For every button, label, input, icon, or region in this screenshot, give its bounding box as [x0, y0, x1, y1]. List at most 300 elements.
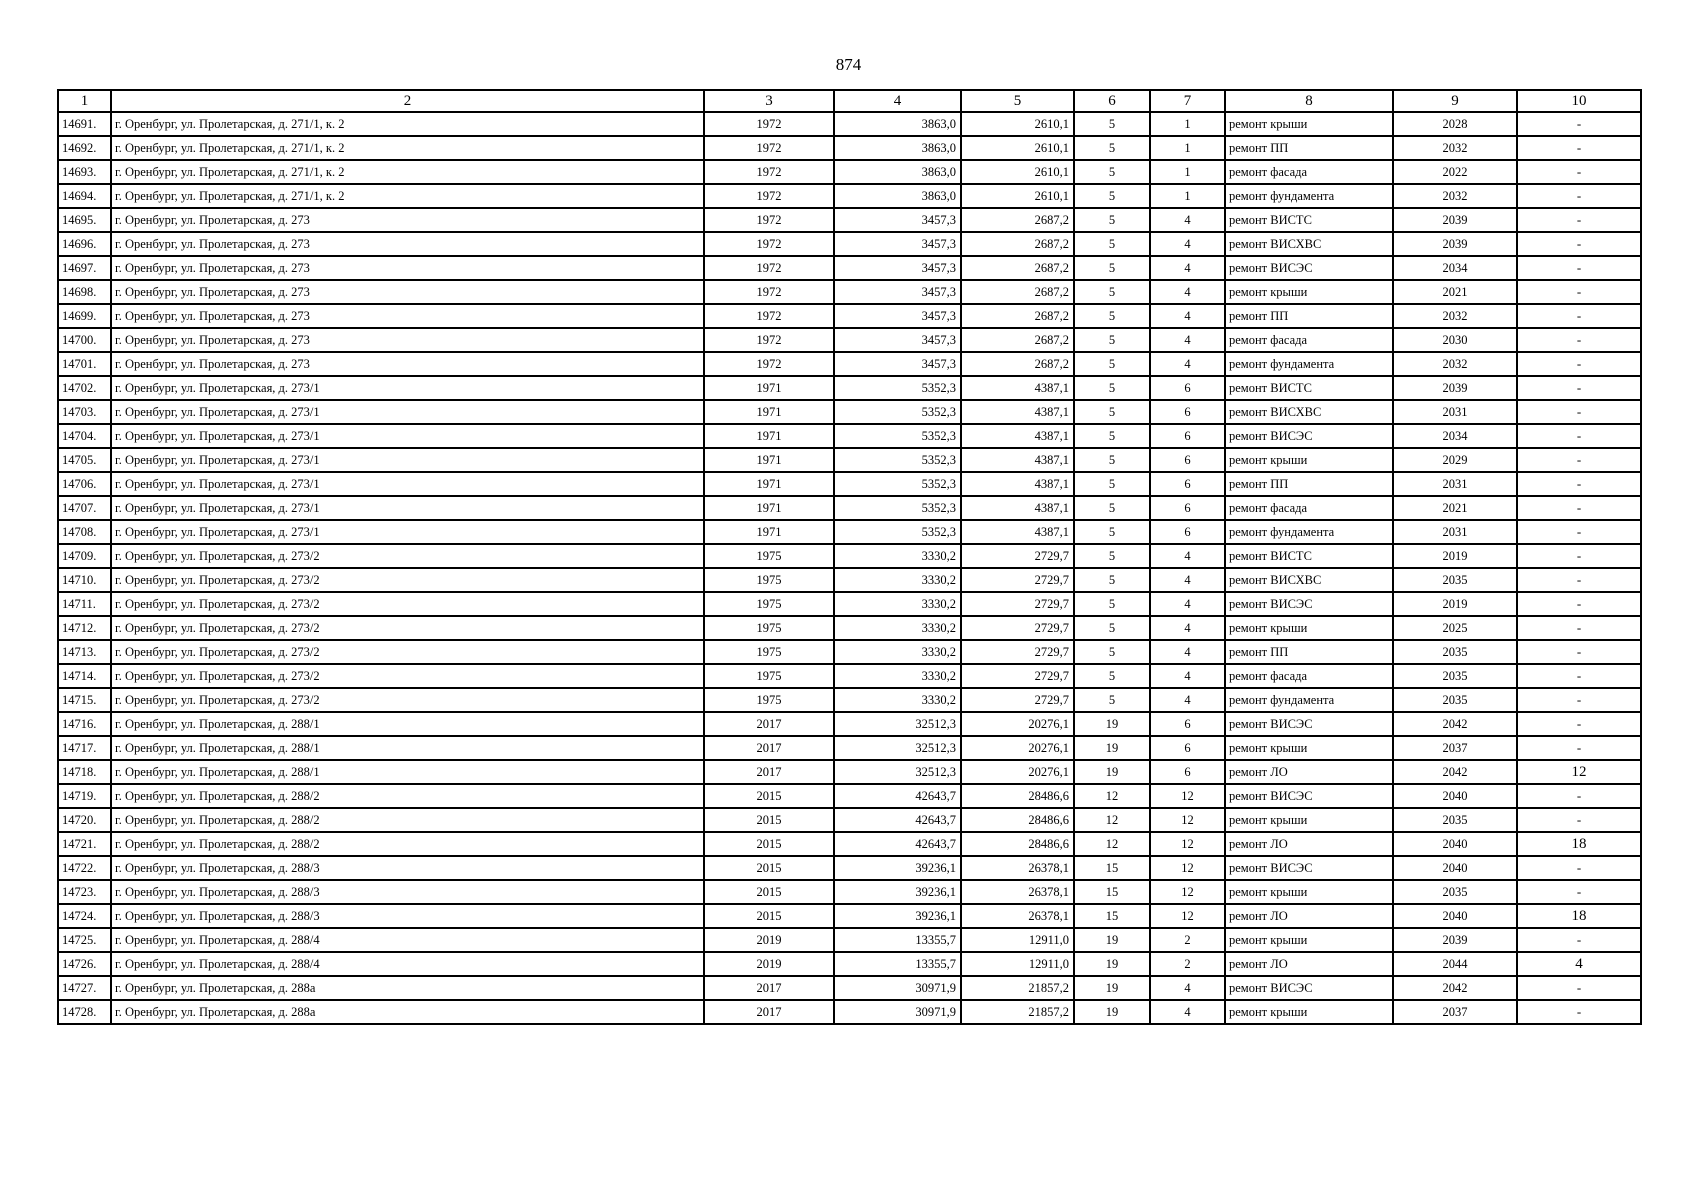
cell-work-type: ремонт ВИСЭС — [1225, 592, 1393, 616]
table-row — [58, 400, 1641, 424]
cell-entrances: 4 — [1150, 568, 1225, 592]
cell-living-area: 12911,0 — [961, 928, 1074, 952]
cell-floors: 12 — [1074, 808, 1150, 832]
column-header-2: 2 — [111, 90, 704, 112]
cell-row-number: 14719. — [58, 784, 111, 808]
cell-total-area: 42643,7 — [834, 784, 961, 808]
cell-entrances: 4 — [1150, 664, 1225, 688]
cell-living-area: 2729,7 — [961, 544, 1074, 568]
cell-living-area: 2687,2 — [961, 232, 1074, 256]
cell-living-area: 20276,1 — [961, 712, 1074, 736]
cell-quantity: - — [1517, 976, 1641, 1000]
cell-floors: 5 — [1074, 616, 1150, 640]
cell-work-type: ремонт ЛО — [1225, 904, 1393, 928]
cell-living-area: 2729,7 — [961, 616, 1074, 640]
cell-quantity: - — [1517, 928, 1641, 952]
cell-row-number: 14695. — [58, 208, 111, 232]
table-row — [58, 616, 1641, 640]
cell-year-built: 2015 — [704, 856, 834, 880]
cell-quantity: 4 — [1517, 952, 1641, 976]
cell-year-built: 1975 — [704, 568, 834, 592]
cell-entrances: 4 — [1150, 592, 1225, 616]
cell-address: г. Оренбург, ул. Пролетарская, д. 288а — [111, 976, 704, 1000]
cell-address: г. Оренбург, ул. Пролетарская, д. 288/2 — [111, 832, 704, 856]
cell-row-number: 14712. — [58, 616, 111, 640]
cell-year-built: 1972 — [704, 112, 834, 136]
cell-living-area: 4387,1 — [961, 520, 1074, 544]
cell-quantity: - — [1517, 136, 1641, 160]
cell-planned-year: 2039 — [1393, 376, 1517, 400]
table-row — [58, 472, 1641, 496]
cell-floors: 5 — [1074, 208, 1150, 232]
table-row — [58, 568, 1641, 592]
cell-planned-year: 2021 — [1393, 280, 1517, 304]
column-header-10: 10 — [1517, 90, 1641, 112]
cell-year-built: 1971 — [704, 424, 834, 448]
table-row — [58, 352, 1641, 376]
cell-address: г. Оренбург, ул. Пролетарская, д. 273 — [111, 208, 704, 232]
cell-entrances: 4 — [1150, 640, 1225, 664]
cell-planned-year: 2044 — [1393, 952, 1517, 976]
cell-quantity: - — [1517, 688, 1641, 712]
table-row — [58, 736, 1641, 760]
cell-entrances: 12 — [1150, 904, 1225, 928]
cell-address: г. Оренбург, ул. Пролетарская, д. 273/1 — [111, 400, 704, 424]
cell-total-area: 3330,2 — [834, 688, 961, 712]
cell-address: г. Оренбург, ул. Пролетарская, д. 288/3 — [111, 856, 704, 880]
cell-work-type: ремонт крыши — [1225, 736, 1393, 760]
cell-year-built: 2015 — [704, 904, 834, 928]
table-row — [58, 784, 1641, 808]
cell-planned-year: 2037 — [1393, 736, 1517, 760]
cell-address: г. Оренбург, ул. Пролетарская, д. 273 — [111, 352, 704, 376]
cell-total-area: 3330,2 — [834, 568, 961, 592]
cell-row-number: 14727. — [58, 976, 111, 1000]
cell-floors: 5 — [1074, 328, 1150, 352]
cell-quantity: - — [1517, 736, 1641, 760]
cell-floors: 19 — [1074, 976, 1150, 1000]
cell-floors: 19 — [1074, 736, 1150, 760]
cell-entrances: 6 — [1150, 472, 1225, 496]
cell-living-area: 2729,7 — [961, 664, 1074, 688]
table-row — [58, 640, 1641, 664]
cell-row-number: 14718. — [58, 760, 111, 784]
cell-row-number: 14700. — [58, 328, 111, 352]
cell-year-built: 1971 — [704, 472, 834, 496]
cell-entrances: 1 — [1150, 112, 1225, 136]
cell-quantity: - — [1517, 664, 1641, 688]
table-row — [58, 496, 1641, 520]
cell-entrances: 12 — [1150, 856, 1225, 880]
cell-row-number: 14697. — [58, 256, 111, 280]
cell-floors: 5 — [1074, 136, 1150, 160]
cell-year-built: 1975 — [704, 640, 834, 664]
cell-quantity: - — [1517, 280, 1641, 304]
cell-year-built: 2019 — [704, 952, 834, 976]
cell-floors: 12 — [1074, 784, 1150, 808]
cell-address: г. Оренбург, ул. Пролетарская, д. 271/1, к. 2 — [111, 136, 704, 160]
column-header-5: 5 — [961, 90, 1074, 112]
cell-quantity: - — [1517, 304, 1641, 328]
table-row — [58, 832, 1641, 856]
cell-address: г. Оренбург, ул. Пролетарская, д. 288/2 — [111, 808, 704, 832]
cell-row-number: 14692. — [58, 136, 111, 160]
cell-year-built: 1975 — [704, 616, 834, 640]
cell-living-area: 4387,1 — [961, 376, 1074, 400]
cell-entrances: 4 — [1150, 208, 1225, 232]
cell-planned-year: 2019 — [1393, 544, 1517, 568]
cell-entrances: 12 — [1150, 784, 1225, 808]
table-row — [58, 328, 1641, 352]
cell-address: г. Оренбург, ул. Пролетарская, д. 288/1 — [111, 736, 704, 760]
cell-planned-year: 2031 — [1393, 400, 1517, 424]
cell-planned-year: 2034 — [1393, 256, 1517, 280]
cell-total-area: 3330,2 — [834, 616, 961, 640]
cell-address: г. Оренбург, ул. Пролетарская, д. 288а — [111, 1000, 704, 1024]
cell-address: г. Оренбург, ул. Пролетарская, д. 288/1 — [111, 760, 704, 784]
cell-quantity: - — [1517, 880, 1641, 904]
cell-work-type: ремонт крыши — [1225, 280, 1393, 304]
cell-floors: 15 — [1074, 856, 1150, 880]
cell-address: г. Оренбург, ул. Пролетарская, д. 288/3 — [111, 880, 704, 904]
cell-entrances: 4 — [1150, 688, 1225, 712]
cell-living-area: 2687,2 — [961, 352, 1074, 376]
table-row — [58, 232, 1641, 256]
cell-planned-year: 2039 — [1393, 232, 1517, 256]
cell-year-built: 2017 — [704, 712, 834, 736]
cell-planned-year: 2035 — [1393, 808, 1517, 832]
cell-row-number: 14724. — [58, 904, 111, 928]
cell-year-built: 1975 — [704, 544, 834, 568]
cell-planned-year: 2032 — [1393, 184, 1517, 208]
cell-row-number: 14703. — [58, 400, 111, 424]
cell-quantity: - — [1517, 112, 1641, 136]
cell-living-area: 21857,2 — [961, 1000, 1074, 1024]
cell-row-number: 14713. — [58, 640, 111, 664]
cell-row-number: 14705. — [58, 448, 111, 472]
cell-row-number: 14717. — [58, 736, 111, 760]
cell-floors: 5 — [1074, 376, 1150, 400]
cell-row-number: 14709. — [58, 544, 111, 568]
cell-total-area: 13355,7 — [834, 952, 961, 976]
cell-floors: 5 — [1074, 112, 1150, 136]
cell-address: г. Оренбург, ул. Пролетарская, д. 273 — [111, 256, 704, 280]
cell-total-area: 5352,3 — [834, 376, 961, 400]
cell-planned-year: 2035 — [1393, 664, 1517, 688]
cell-total-area: 32512,3 — [834, 760, 961, 784]
cell-address: г. Оренбург, ул. Пролетарская, д. 273/2 — [111, 616, 704, 640]
cell-total-area: 3457,3 — [834, 208, 961, 232]
cell-quantity: 18 — [1517, 904, 1641, 928]
cell-work-type: ремонт ПП — [1225, 304, 1393, 328]
cell-entrances: 4 — [1150, 280, 1225, 304]
cell-year-built: 1975 — [704, 592, 834, 616]
cell-living-area: 21857,2 — [961, 976, 1074, 1000]
cell-row-number: 14720. — [58, 808, 111, 832]
table-row — [58, 904, 1641, 928]
cell-row-number: 14710. — [58, 568, 111, 592]
cell-floors: 5 — [1074, 688, 1150, 712]
cell-planned-year: 2035 — [1393, 568, 1517, 592]
cell-entrances: 6 — [1150, 496, 1225, 520]
table-row — [58, 112, 1641, 136]
cell-address: г. Оренбург, ул. Пролетарская, д. 273/2 — [111, 664, 704, 688]
cell-quantity: - — [1517, 448, 1641, 472]
cell-living-area: 20276,1 — [961, 760, 1074, 784]
registry-table — [57, 89, 1642, 1025]
cell-total-area: 39236,1 — [834, 880, 961, 904]
cell-entrances: 1 — [1150, 160, 1225, 184]
cell-row-number: 14698. — [58, 280, 111, 304]
cell-entrances: 4 — [1150, 1000, 1225, 1024]
cell-address: г. Оренбург, ул. Пролетарская, д. 273/1 — [111, 496, 704, 520]
cell-work-type: ремонт ВИСЭС — [1225, 784, 1393, 808]
column-header-1: 1 — [58, 90, 111, 112]
cell-living-area: 26378,1 — [961, 904, 1074, 928]
cell-row-number: 14701. — [58, 352, 111, 376]
cell-floors: 5 — [1074, 184, 1150, 208]
cell-total-area: 39236,1 — [834, 904, 961, 928]
cell-entrances: 1 — [1150, 136, 1225, 160]
table-row — [58, 424, 1641, 448]
cell-year-built: 1972 — [704, 160, 834, 184]
column-header-3: 3 — [704, 90, 834, 112]
cell-total-area: 32512,3 — [834, 736, 961, 760]
cell-floors: 19 — [1074, 952, 1150, 976]
cell-address: г. Оренбург, ул. Пролетарская, д. 288/3 — [111, 904, 704, 928]
cell-quantity: - — [1517, 712, 1641, 736]
header-row — [58, 90, 1641, 112]
cell-row-number: 14691. — [58, 112, 111, 136]
cell-entrances: 12 — [1150, 880, 1225, 904]
cell-planned-year: 2032 — [1393, 352, 1517, 376]
cell-floors: 15 — [1074, 880, 1150, 904]
cell-planned-year: 2032 — [1393, 304, 1517, 328]
cell-total-area: 32512,3 — [834, 712, 961, 736]
table-row — [58, 976, 1641, 1000]
table-row — [58, 808, 1641, 832]
cell-total-area: 3863,0 — [834, 184, 961, 208]
cell-floors: 15 — [1074, 904, 1150, 928]
cell-work-type: ремонт крыши — [1225, 448, 1393, 472]
cell-address: г. Оренбург, ул. Пролетарская, д. 273 — [111, 280, 704, 304]
cell-entrances: 6 — [1150, 376, 1225, 400]
cell-quantity: 12 — [1517, 760, 1641, 784]
cell-planned-year: 2037 — [1393, 1000, 1517, 1024]
cell-living-area: 2610,1 — [961, 136, 1074, 160]
cell-floors: 5 — [1074, 400, 1150, 424]
cell-living-area: 2729,7 — [961, 568, 1074, 592]
table-row — [58, 952, 1641, 976]
cell-work-type: ремонт ВИСТС — [1225, 376, 1393, 400]
cell-floors: 5 — [1074, 304, 1150, 328]
cell-work-type: ремонт ВИСХВС — [1225, 400, 1393, 424]
cell-total-area: 3863,0 — [834, 136, 961, 160]
cell-address: г. Оренбург, ул. Пролетарская, д. 273/1 — [111, 520, 704, 544]
cell-planned-year: 2039 — [1393, 208, 1517, 232]
cell-total-area: 30971,9 — [834, 1000, 961, 1024]
cell-year-built: 1972 — [704, 232, 834, 256]
cell-floors: 19 — [1074, 928, 1150, 952]
table-row — [58, 856, 1641, 880]
cell-row-number: 14699. — [58, 304, 111, 328]
cell-row-number: 14722. — [58, 856, 111, 880]
table-row — [58, 688, 1641, 712]
cell-year-built: 2015 — [704, 880, 834, 904]
cell-year-built: 1971 — [704, 496, 834, 520]
cell-year-built: 2017 — [704, 1000, 834, 1024]
cell-living-area: 4387,1 — [961, 424, 1074, 448]
table-row — [58, 160, 1641, 184]
cell-quantity: - — [1517, 1000, 1641, 1024]
cell-work-type: ремонт фасада — [1225, 496, 1393, 520]
cell-quantity: - — [1517, 256, 1641, 280]
cell-work-type: ремонт ВИСХВС — [1225, 568, 1393, 592]
cell-entrances: 4 — [1150, 304, 1225, 328]
cell-year-built: 2015 — [704, 784, 834, 808]
cell-living-area: 2687,2 — [961, 328, 1074, 352]
cell-planned-year: 2040 — [1393, 832, 1517, 856]
cell-living-area: 2610,1 — [961, 184, 1074, 208]
cell-entrances: 2 — [1150, 928, 1225, 952]
cell-entrances: 12 — [1150, 808, 1225, 832]
table-body — [58, 112, 1641, 1024]
cell-year-built: 2015 — [704, 808, 834, 832]
cell-row-number: 14723. — [58, 880, 111, 904]
cell-quantity: - — [1517, 616, 1641, 640]
cell-address: г. Оренбург, ул. Пролетарская, д. 273/1 — [111, 376, 704, 400]
table-row — [58, 928, 1641, 952]
cell-row-number: 14704. — [58, 424, 111, 448]
cell-year-built: 1972 — [704, 352, 834, 376]
cell-living-area: 4387,1 — [961, 472, 1074, 496]
cell-quantity: - — [1517, 232, 1641, 256]
cell-floors: 5 — [1074, 520, 1150, 544]
cell-living-area: 4387,1 — [961, 448, 1074, 472]
cell-work-type: ремонт фундамента — [1225, 520, 1393, 544]
column-header-8: 8 — [1225, 90, 1393, 112]
cell-row-number: 14707. — [58, 496, 111, 520]
cell-year-built: 1975 — [704, 688, 834, 712]
column-header-6: 6 — [1074, 90, 1150, 112]
cell-floors: 5 — [1074, 472, 1150, 496]
cell-row-number: 14728. — [58, 1000, 111, 1024]
cell-planned-year: 2040 — [1393, 856, 1517, 880]
cell-year-built: 1972 — [704, 280, 834, 304]
cell-quantity: - — [1517, 568, 1641, 592]
cell-work-type: ремонт крыши — [1225, 112, 1393, 136]
cell-address: г. Оренбург, ул. Пролетарская, д. 271/1, к. 2 — [111, 184, 704, 208]
cell-living-area: 4387,1 — [961, 400, 1074, 424]
table-row — [58, 256, 1641, 280]
cell-work-type: ремонт ВИСТС — [1225, 208, 1393, 232]
cell-year-built: 1972 — [704, 136, 834, 160]
cell-work-type: ремонт ЛО — [1225, 832, 1393, 856]
cell-entrances: 4 — [1150, 328, 1225, 352]
cell-work-type: ремонт ВИСЭС — [1225, 256, 1393, 280]
cell-living-area: 28486,6 — [961, 784, 1074, 808]
cell-quantity: - — [1517, 472, 1641, 496]
cell-floors: 5 — [1074, 568, 1150, 592]
cell-total-area: 5352,3 — [834, 400, 961, 424]
cell-address: г. Оренбург, ул. Пролетарская, д. 273/1 — [111, 472, 704, 496]
cell-living-area: 2610,1 — [961, 160, 1074, 184]
cell-entrances: 6 — [1150, 520, 1225, 544]
cell-total-area: 3457,3 — [834, 256, 961, 280]
cell-quantity: - — [1517, 328, 1641, 352]
table-row — [58, 136, 1641, 160]
cell-floors: 5 — [1074, 424, 1150, 448]
cell-total-area: 3457,3 — [834, 232, 961, 256]
cell-entrances: 1 — [1150, 184, 1225, 208]
table-row — [58, 184, 1641, 208]
cell-planned-year: 2025 — [1393, 616, 1517, 640]
cell-floors: 19 — [1074, 760, 1150, 784]
table-row — [58, 280, 1641, 304]
cell-planned-year: 2029 — [1393, 448, 1517, 472]
cell-year-built: 1971 — [704, 520, 834, 544]
cell-row-number: 14726. — [58, 952, 111, 976]
cell-living-area: 2687,2 — [961, 256, 1074, 280]
cell-year-built: 2017 — [704, 760, 834, 784]
cell-planned-year: 2042 — [1393, 760, 1517, 784]
table-row — [58, 304, 1641, 328]
cell-quantity: - — [1517, 376, 1641, 400]
cell-total-area: 3457,3 — [834, 304, 961, 328]
table-row — [58, 1000, 1641, 1024]
cell-floors: 5 — [1074, 544, 1150, 568]
cell-address: г. Оренбург, ул. Пролетарская, д. 271/1, к. 2 — [111, 160, 704, 184]
cell-work-type: ремонт фундамента — [1225, 184, 1393, 208]
cell-total-area: 3457,3 — [834, 328, 961, 352]
cell-living-area: 2687,2 — [961, 304, 1074, 328]
cell-planned-year: 2042 — [1393, 976, 1517, 1000]
cell-quantity: - — [1517, 592, 1641, 616]
cell-total-area: 3863,0 — [834, 112, 961, 136]
cell-address: г. Оренбург, ул. Пролетарская, д. 273 — [111, 304, 704, 328]
table-row — [58, 376, 1641, 400]
cell-quantity: - — [1517, 184, 1641, 208]
cell-work-type: ремонт фундамента — [1225, 352, 1393, 376]
cell-year-built: 1972 — [704, 256, 834, 280]
cell-floors: 5 — [1074, 448, 1150, 472]
cell-row-number: 14694. — [58, 184, 111, 208]
cell-row-number: 14725. — [58, 928, 111, 952]
cell-year-built: 1975 — [704, 664, 834, 688]
cell-total-area: 5352,3 — [834, 424, 961, 448]
table-row — [58, 592, 1641, 616]
cell-living-area: 4387,1 — [961, 496, 1074, 520]
cell-address: г. Оренбург, ул. Пролетарская, д. 288/1 — [111, 712, 704, 736]
cell-total-area: 13355,7 — [834, 928, 961, 952]
cell-entrances: 6 — [1150, 760, 1225, 784]
cell-quantity: - — [1517, 520, 1641, 544]
cell-planned-year: 2030 — [1393, 328, 1517, 352]
cell-planned-year: 2040 — [1393, 784, 1517, 808]
column-header-7: 7 — [1150, 90, 1225, 112]
cell-planned-year: 2042 — [1393, 712, 1517, 736]
cell-total-area: 30971,9 — [834, 976, 961, 1000]
cell-floors: 5 — [1074, 160, 1150, 184]
cell-living-area: 20276,1 — [961, 736, 1074, 760]
cell-year-built: 2017 — [704, 736, 834, 760]
cell-work-type: ремонт ПП — [1225, 136, 1393, 160]
cell-floors: 5 — [1074, 592, 1150, 616]
cell-living-area: 12911,0 — [961, 952, 1074, 976]
cell-quantity: 18 — [1517, 832, 1641, 856]
cell-work-type: ремонт крыши — [1225, 928, 1393, 952]
table-row — [58, 760, 1641, 784]
